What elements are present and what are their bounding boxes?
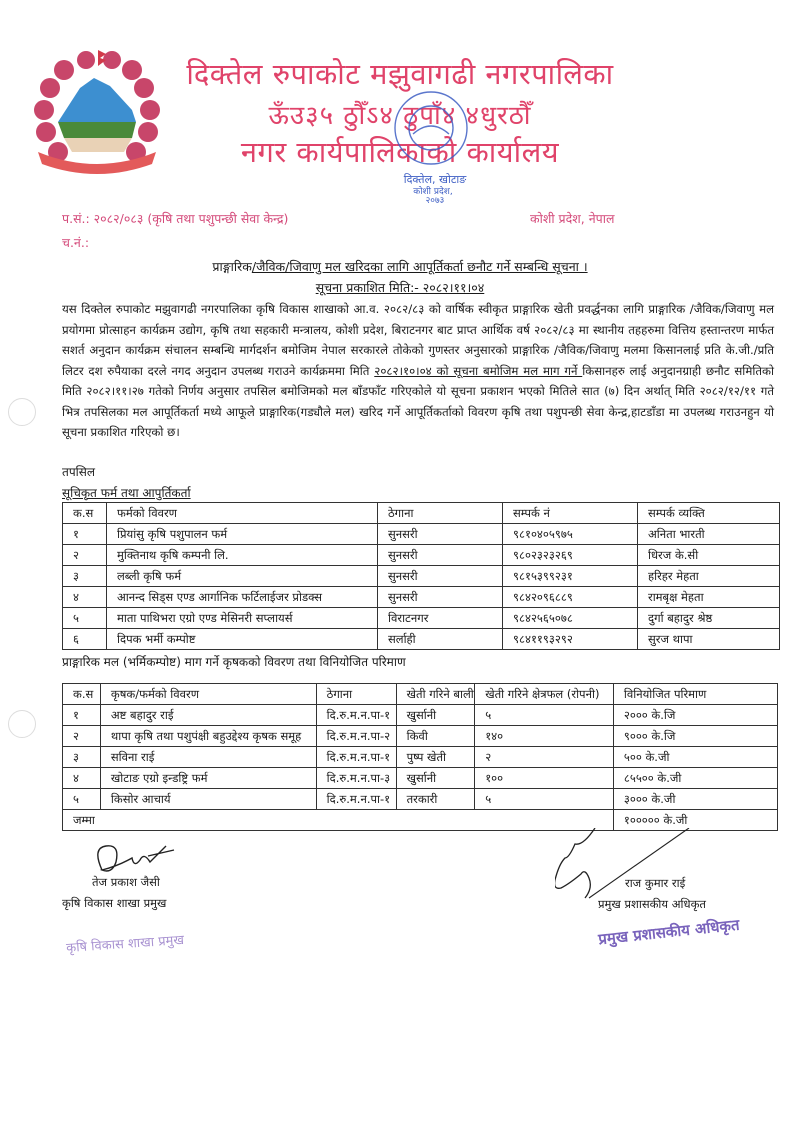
table-cell: ३००० के.जी [613, 789, 777, 810]
dispatch-number: च.नं.: [62, 235, 90, 250]
table-cell: अनिता भारती [638, 524, 780, 545]
table-header-row [63, 684, 778, 705]
column-header: फर्मको विवरण [107, 503, 378, 524]
table-cell: थापा कृषि तथा पशुपंक्षी बहुउद्देश्य कृषक समूह [100, 726, 316, 747]
table-row [63, 747, 778, 768]
stamp-year: २०७३ [425, 196, 445, 203]
table-row [63, 566, 780, 587]
table-cell: सविना राई [100, 747, 316, 768]
left-signatory-stamp: कृषि विकास शाखा प्रमुख [65, 932, 185, 957]
table-cell: २००० के.जि [613, 705, 777, 726]
farmers-heading: प्राङ्गारिक मल (भर्मिकम्पोष्ट) माग गर्ने कृषकको विवरण तथा विनियोजित परिमाण [62, 655, 406, 669]
table-cell: ४ [63, 768, 101, 789]
table-cell: सुनसरी [378, 524, 503, 545]
table-cell: विराटनगर [378, 608, 503, 629]
table-cell: ५ [475, 789, 614, 810]
column-header: ठेगाना [316, 684, 396, 705]
table-row [63, 789, 778, 810]
province-label: कोशी प्रदेश, नेपाल [530, 211, 615, 226]
left-signatory-name: तेज प्रकाश जैसी [92, 875, 160, 889]
table-cell: २ [63, 545, 107, 566]
table-row [63, 726, 778, 747]
table-cell: सुनसरी [378, 587, 503, 608]
notice-body-underlined: २०८२।१०।०४ को सूचना बमोजिम मल माग गर्ने [374, 363, 583, 378]
right-signatory-stamp: प्रमुख प्रशासकीय अधिकृत [597, 915, 741, 949]
notice-body-part2: किसानहरु लाई अनुदानग्राही छनौट समितिको मिति २०८२।११।२७ गतेको निर्णय अनुसार तपसिल बमोजिमको मल बाँडफाँट गरिएकोले यो सूचना प्रकाशन भएको मितिले सात (७) दिन अर्थात् मिति २०८२/१२/११ गते भित्र तपसिलका मल आपूर्तिकर्ता मध्ये आफूले प्राङ्गारिक(गड्यौले मल) खरिद गर्ने आपूर्तिकर्ताको विवरण कृषि तथा पशुपन्छी सेवा केन्द्र,हाटडाँडा मा उपलब्ध गराउनहुन यो सूचना प्रकाशित गरिएको छ। [62, 363, 775, 439]
table-cell: ९८१५३९९२३१ [503, 566, 638, 587]
table-cell: अष्ट बहादुर राई [100, 705, 316, 726]
table-cell: २ [475, 747, 614, 768]
table-cell: ४ [63, 587, 107, 608]
right-signatory-designation: प्रमुख प्रशासकीय अधिकृत [598, 897, 706, 911]
table-cell: दि.रु.म.न.पा-१ [316, 747, 396, 768]
notice-title-main: /जैविक/जिवाणु मल खरिदका लागि आपूर्तिकर्ता छनौट गर्ने सम्बन्धि सूचना । [251, 259, 588, 274]
table-row [63, 629, 780, 650]
left-signatory-designation: कृषि विकास शाखा प्रमुख [62, 896, 167, 910]
table-cell: मुक्तिनाथ कृषि कम्पनी लि. [107, 545, 378, 566]
table-cell: किवी [396, 726, 475, 747]
table-cell: ९८४२०९६८८९ [503, 587, 638, 608]
table-row [63, 608, 780, 629]
total-value: १००००० के.जी [613, 810, 777, 831]
column-header: क.स [63, 684, 101, 705]
punch-hole-mark [8, 710, 36, 738]
table-cell: रामबृक्ष मेहता [638, 587, 780, 608]
column-header: खेती गरिने बाली [396, 684, 475, 705]
table-cell: दुर्गा बहादुर श्रेष्ठ [638, 608, 780, 629]
table-cell: दिपक भर्मी कम्पोष्ट [107, 629, 378, 650]
table-cell: पुष्प खेती [396, 747, 475, 768]
table-cell: ९८१०४०५९७५ [503, 524, 638, 545]
table-row [63, 524, 780, 545]
table-row [63, 587, 780, 608]
column-header: कृषक/फर्मको विवरण [100, 684, 316, 705]
stamp-place: दिक्तेल, खोटाङ [403, 173, 467, 186]
right-signatory-name: राज कुमार राई [625, 876, 686, 890]
table-cell: सुनसरी [378, 566, 503, 587]
table-cell: ९८४११९३२९२ [503, 629, 638, 650]
suppliers-table [62, 502, 780, 650]
table-cell: लब्ली कृषि फर्म [107, 566, 378, 587]
punch-hole-mark [8, 398, 36, 426]
office-seal-stamp [375, 88, 495, 203]
table-cell: १ [63, 524, 107, 545]
table-cell: आनन्द सिड्स एण्ड आर्गानिक फर्टिलाईजर प्रोडक्स [107, 587, 378, 608]
table-cell: ६ [63, 629, 107, 650]
table-cell: ८५५०० के.जी [613, 768, 777, 789]
table-cell: दि.रु.म.न.पा-२ [316, 726, 396, 747]
table-cell: ५ [63, 789, 101, 810]
table-cell: ५ [475, 705, 614, 726]
table-cell: दि.रु.म.न.पा-१ [316, 789, 396, 810]
column-header: ठेगाना [378, 503, 503, 524]
table-row [63, 545, 780, 566]
total-label: जम्मा [63, 810, 614, 831]
table-cell: ३ [63, 747, 101, 768]
tapsil-label: तपसिल [62, 465, 96, 479]
table-cell: १०० [475, 768, 614, 789]
column-header: विनियोजित परिमाण [613, 684, 777, 705]
table-cell: खोटाङ एग्रो इन्डष्ट्रि फर्म [100, 768, 316, 789]
table-cell: किसोर आचार्य [100, 789, 316, 810]
farmers-table [62, 683, 778, 831]
published-date-text: सूचना प्रकाशित मिति:- २०८२।११।०४ [315, 280, 485, 295]
table-cell: ९८०२३२३२६९ [503, 545, 638, 566]
table-cell: ९००० के.जि [613, 726, 777, 747]
table-cell: ९८४२५६५०७८ [503, 608, 638, 629]
table-cell: दि.रु.म.न.पा-३ [316, 768, 396, 789]
municipality-name-local-script: ऊँउ३५ ठुौँऽ४ ठुपाँ४ ४धुरठौँ [268, 101, 532, 131]
reference-number: प.सं.: २०८२/०८३ (कृषि तथा पशुपन्छी सेवा केन्द्र) [62, 211, 289, 226]
table-cell: सर्लाही [378, 629, 503, 650]
suppliers-heading: सूचिकृत फर्म तथा आपुर्तिकर्ता [62, 486, 191, 500]
table-header-row [63, 503, 780, 524]
table-row [63, 705, 778, 726]
table-cell: ५ [63, 608, 107, 629]
table-cell: १ [63, 705, 101, 726]
table-cell: ५०० के.जी [613, 747, 777, 768]
table-cell: खुर्सानी [396, 705, 475, 726]
column-header: सम्पर्क नं [503, 503, 638, 524]
notice-title-prefix: प्राङ्गारिक [212, 259, 252, 274]
notice-body-part1: यस दिक्तेल रुपाकोट मझुवागढी नगरपालिका कृषि विकास शाखाको आ.व. २०८२/८३ को वार्षिक स्वीकृत प्राङ्गारिक खेती प्रवर्द्धनका लागि प्राङ्गारिक /जैविक/जिवाणु मल प्रयोगमा प्रोत्साहन कार्यक्रम उद्योग, कृषि तथा सहकारी मन्त्रालय, कोशी प्रदेश, बिराटनगर बाट प्राप्त आर्थिक वर्ष २०८२/८३ मा स्थानीय तहहरुमा वित्तिय हस्तान्तरण मार्फत सशर्त अनुदान कार्यक्रम संचालन सम्बन्धि मार्गदर्शन बमोजिम नेपाल सरकारले तोकेको गुणस्तर अनुसारको प्राङ्गारिक /जैविक/जिवाणु मलमा किसानलाई प्रति के.जी./प्रति लिटर दश रुपैयाका दरले नगद अनुदान उपलब्ध गराउने कार्यक्रममा मिति [62, 302, 774, 378]
table-cell: खुर्सानी [396, 768, 475, 789]
table-cell: २ [63, 726, 101, 747]
column-header: क.स [63, 503, 107, 524]
table-cell: १४० [475, 726, 614, 747]
notice-title [0, 258, 800, 275]
municipality-name: दिक्तेल रुपाकोट मझुवागढी नगरपालिका [186, 57, 614, 91]
signature-right [555, 828, 745, 908]
signature-left [88, 840, 178, 880]
table-cell: हरिहर मेहता [638, 566, 780, 587]
table-cell: सुनसरी [378, 545, 503, 566]
table-cell: धिरज के.सी [638, 545, 780, 566]
published-date [0, 279, 800, 296]
table-cell: तरकारी [396, 789, 475, 810]
notice-body [62, 299, 774, 443]
table-cell: प्रियांसु कृषि पशुपालन फर्म [107, 524, 378, 545]
column-header: सम्पर्क व्यक्ति [638, 503, 780, 524]
table-cell: माता पाथिभरा एग्रो एण्ड मेसिनरी सप्लायर्स [107, 608, 378, 629]
stamp-province: कोशी प्रदेश, [413, 187, 453, 197]
column-header: खेती गरिने क्षेत्रफल (रोपनी) [475, 684, 614, 705]
table-cell: ३ [63, 566, 107, 587]
table-cell: दि.रु.म.न.पा-१ [316, 705, 396, 726]
office-name: नगर कार्यपालिकाको कार्यालय [240, 135, 560, 169]
table-cell: सुरज थापा [638, 629, 780, 650]
table-row [63, 768, 778, 789]
